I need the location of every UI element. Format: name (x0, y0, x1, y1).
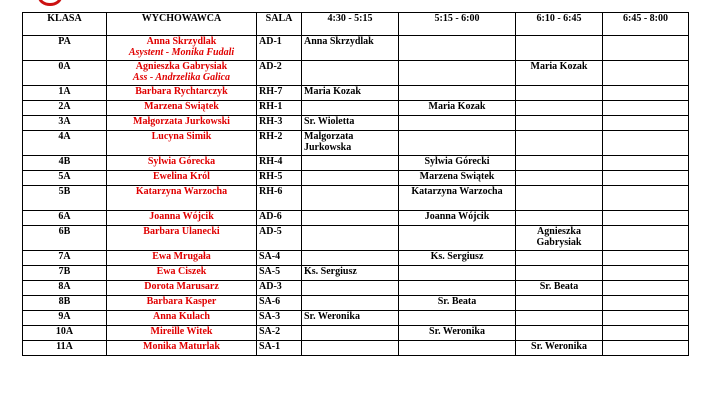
slot-3-cell (516, 156, 603, 171)
header-sala: SALA (257, 13, 302, 36)
assistant-name: Asystent - Monika Fudali (128, 47, 235, 58)
class-cell: 11A (23, 341, 107, 356)
teacher-cell (107, 116, 257, 131)
slot-2-cell: Sylwia Górecki (399, 156, 516, 171)
table-row (23, 156, 689, 171)
slot-2-cell: Sr. Beata (399, 296, 516, 311)
teacher-name: Agnieszka Gabrysiak (135, 61, 228, 72)
room-cell: RH-7 (257, 86, 302, 101)
slot-3-cell (516, 101, 603, 116)
teacher-cell (107, 211, 257, 226)
slot-2-cell (399, 311, 516, 326)
slot-2-cell: Sr. Weronika (399, 326, 516, 341)
slot-4-cell (603, 156, 689, 171)
teacher-cell (107, 226, 257, 251)
room-cell: RH-5 (257, 171, 302, 186)
slot-3-cell (516, 86, 603, 101)
room-cell: RH-2 (257, 131, 302, 156)
class-cell: 4A (23, 131, 107, 156)
slot-4-cell (603, 251, 689, 266)
header-row (23, 13, 689, 36)
slot-1-cell (302, 186, 399, 211)
slot-4-cell (603, 116, 689, 131)
class-cell: 6B (23, 226, 107, 251)
slot-2-cell (399, 116, 516, 131)
slot-1-cell: Sr. Wioletta (302, 116, 399, 131)
slot-3-cell: Agnieszka Gabrysiak (516, 226, 603, 251)
class-cell: PA (23, 36, 107, 61)
slot-1-cell (302, 171, 399, 186)
room-cell: SA-6 (257, 296, 302, 311)
slot-2-cell (399, 341, 516, 356)
teacher-name: Ewa Mrugała (152, 251, 211, 262)
slot-1-cell: Malgorzata Jurkowska (302, 131, 399, 156)
slot-4-cell (603, 36, 689, 61)
slot-4-cell (603, 101, 689, 116)
slot-4-cell (603, 61, 689, 86)
room-cell: RH-4 (257, 156, 302, 171)
schedule-table (22, 12, 689, 356)
slot-3-cell (516, 116, 603, 131)
class-cell: 5A (23, 171, 107, 186)
slot-3-cell (516, 326, 603, 341)
table-row (23, 266, 689, 281)
teacher-cell (107, 266, 257, 281)
table-row (23, 36, 689, 61)
slot-4-cell (603, 266, 689, 281)
table-row (23, 281, 689, 296)
slot-1-cell: Ks. Sergiusz (302, 266, 399, 281)
slot-2-cell (399, 226, 516, 251)
slot-2-cell (399, 266, 516, 281)
slot-4-cell (603, 171, 689, 186)
slot-4-cell (603, 211, 689, 226)
table-row (23, 226, 689, 251)
table-row (23, 116, 689, 131)
teacher-name: Barbara Ulanecki (143, 226, 220, 237)
slot-1-cell (302, 326, 399, 341)
room-cell: AD-6 (257, 211, 302, 226)
slot-4-cell (603, 131, 689, 156)
slot-4-cell (603, 226, 689, 251)
table-row (23, 296, 689, 311)
header-wychowawca: WYCHOWAWCA (107, 13, 257, 36)
header-time-1: 4:30 - 5:15 (302, 13, 399, 36)
class-cell: 0A (23, 61, 107, 86)
teacher-cell (107, 311, 257, 326)
table-row (23, 326, 689, 341)
logo-arc (38, 0, 62, 6)
room-cell: AD-3 (257, 281, 302, 296)
class-cell: 4B (23, 156, 107, 171)
class-cell: 7B (23, 266, 107, 281)
slot-3-cell (516, 296, 603, 311)
slot-1-cell: Sr. Weronika (302, 311, 399, 326)
slot-2-cell: Joanna Wójcik (399, 211, 516, 226)
class-cell: 5B (23, 186, 107, 211)
slot-3-cell (516, 266, 603, 281)
teacher-cell (107, 156, 257, 171)
slot-1-cell (302, 296, 399, 311)
table-row (23, 186, 689, 211)
table-row (23, 341, 689, 356)
slot-4-cell (603, 341, 689, 356)
header-klasa: KLASA (23, 13, 107, 36)
teacher-cell (107, 281, 257, 296)
teacher-name: Barbara Rychtarczyk (135, 86, 228, 97)
table-row (23, 131, 689, 156)
slot-2-cell: Maria Kozak (399, 101, 516, 116)
slot-2-cell (399, 61, 516, 86)
room-cell: RH-6 (257, 186, 302, 211)
slot-4-cell (603, 186, 689, 211)
header-time-3: 6:10 - 6:45 (516, 13, 603, 36)
slot-3-cell: Sr. Beata (516, 281, 603, 296)
table-row (23, 86, 689, 101)
class-cell: 2A (23, 101, 107, 116)
room-cell: SA-2 (257, 326, 302, 341)
slot-3-cell: Maria Kozak (516, 61, 603, 86)
table-row (23, 101, 689, 116)
slot-3-cell (516, 171, 603, 186)
table-row (23, 311, 689, 326)
slot-4-cell (603, 281, 689, 296)
teacher-name: Lucyna Simik (151, 131, 212, 142)
room-cell: AD-1 (257, 36, 302, 61)
class-cell: 7A (23, 251, 107, 266)
class-cell: 6A (23, 211, 107, 226)
class-cell: 9A (23, 311, 107, 326)
teacher-name: Monika Maturlak (143, 341, 220, 352)
room-cell: SA-1 (257, 341, 302, 356)
table-row (23, 251, 689, 266)
slot-3-cell (516, 211, 603, 226)
teacher-name: Marzena Świątek (144, 101, 219, 112)
slot-1-cell (302, 226, 399, 251)
room-cell: RH-1 (257, 101, 302, 116)
teacher-name: Anna Skrzydlak (146, 36, 217, 47)
class-cell: 1A (23, 86, 107, 101)
teacher-cell (107, 131, 257, 156)
teacher-name: Ewelina Król (153, 171, 210, 182)
slot-1-cell (302, 251, 399, 266)
room-cell: SA-4 (257, 251, 302, 266)
teacher-cell (107, 251, 257, 266)
table-row (23, 211, 689, 226)
teacher-name: Dorota Marusarz (144, 281, 219, 292)
slot-3-cell (516, 311, 603, 326)
room-cell: AD-2 (257, 61, 302, 86)
slot-1-cell: Maria Kozak (302, 86, 399, 101)
teacher-name: Sylwia Górecka (147, 156, 216, 167)
teacher-cell (107, 186, 257, 211)
header-time-4: 6:45 - 8:00 (603, 13, 689, 36)
slot-1-cell: Anna Skrzydlak (302, 36, 399, 61)
slot-3-cell (516, 186, 603, 211)
teacher-name: Katarzyna Warzocha (135, 186, 228, 197)
slot-3-cell: Sr. Weronika (516, 341, 603, 356)
teacher-cell (107, 171, 257, 186)
class-cell: 10A (23, 326, 107, 341)
teacher-cell (107, 36, 257, 61)
teacher-cell (107, 341, 257, 356)
slot-1-cell (302, 101, 399, 116)
teacher-cell (107, 61, 257, 86)
table-row (23, 171, 689, 186)
teacher-cell (107, 86, 257, 101)
header-time-2: 5:15 - 6:00 (399, 13, 516, 36)
slot-3-cell (516, 131, 603, 156)
class-cell: 3A (23, 116, 107, 131)
slot-1-cell (302, 211, 399, 226)
slot-2-cell: Ks. Sergiusz (399, 251, 516, 266)
teacher-cell (107, 326, 257, 341)
teacher-cell (107, 101, 257, 116)
table-row (23, 61, 689, 86)
teacher-name: Mireille Witek (150, 326, 213, 337)
room-cell: SA-3 (257, 311, 302, 326)
slot-2-cell (399, 281, 516, 296)
teacher-name: Ewa Ciszek (156, 266, 207, 277)
assistant-name: Ass - Andrzelika Galica (132, 72, 231, 83)
slot-3-cell (516, 251, 603, 266)
slot-1-cell (302, 341, 399, 356)
teacher-name: Joanna Wójcik (149, 211, 214, 222)
room-cell: RH-3 (257, 116, 302, 131)
slot-2-cell (399, 36, 516, 61)
slot-2-cell (399, 131, 516, 156)
room-cell: AD-5 (257, 226, 302, 251)
room-cell: SA-5 (257, 266, 302, 281)
slot-4-cell (603, 296, 689, 311)
slot-4-cell (603, 86, 689, 101)
slot-1-cell (302, 61, 399, 86)
slot-2-cell (399, 86, 516, 101)
slot-1-cell (302, 156, 399, 171)
class-cell: 8A (23, 281, 107, 296)
slot-4-cell (603, 311, 689, 326)
slot-3-cell (516, 36, 603, 61)
slot-2-cell: Katarzyna Warzocha (399, 186, 516, 211)
teacher-name: Małgorzata Jurkowski (133, 116, 230, 127)
schedule-body (23, 36, 689, 356)
teacher-name: Barbara Kasper (146, 296, 217, 307)
teacher-name: Anna Kulach (153, 311, 210, 322)
slot-2-cell: Marzena Świątek (399, 171, 516, 186)
slot-4-cell (603, 326, 689, 341)
slot-1-cell (302, 281, 399, 296)
class-cell: 8B (23, 296, 107, 311)
teacher-cell (107, 296, 257, 311)
